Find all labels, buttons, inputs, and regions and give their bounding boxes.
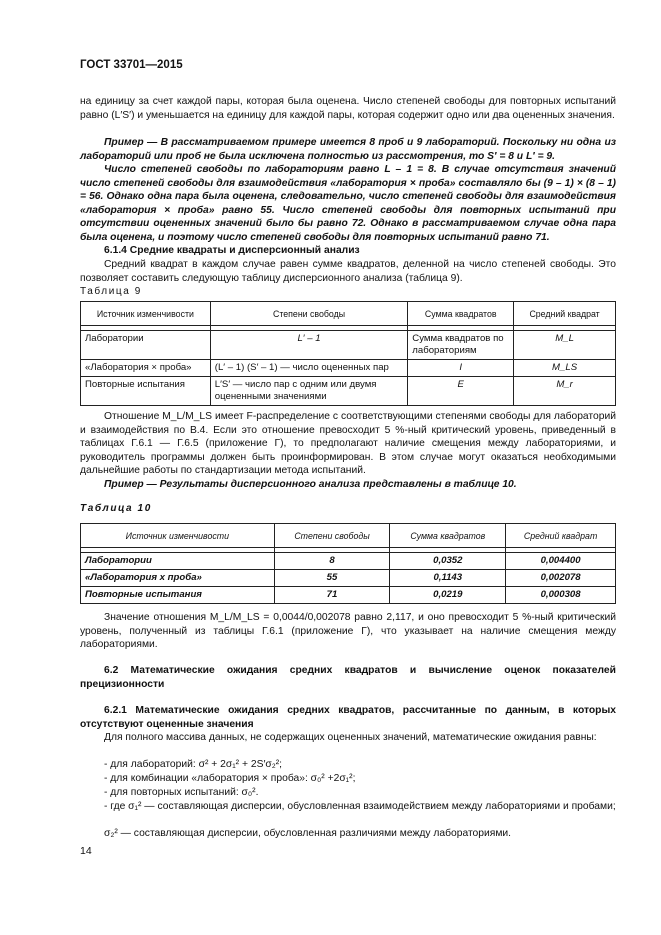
table-10-cell: «Лаборатория х проба»	[81, 570, 275, 587]
table-10-cell: 55	[274, 570, 390, 587]
section-6-2-heading: 6.2 Математические ожидания средних квадратов и вычисление оценок показателей прецизионности	[80, 665, 616, 690]
table-9-cell: Сумма квадратов по лабораториям	[408, 331, 514, 360]
section-6-2-1-heading: 6.2.1 Математические ожидания средних квадратов, рассчитанные по данным, в которых отсутствуют оцененные значения	[80, 705, 616, 730]
table-row	[81, 360, 616, 377]
table-10-cell: 71	[274, 587, 390, 604]
table-10-cell: 0,1143	[390, 570, 506, 587]
example-paragraph-2: Число степеней свободы по лабораториям равно L – 1 = 8. В случае отсутствия значений число степеней свободы для взаимодействия «лаборатория × проба» составляло бы (9 – 1) × (8 – 1) = 56. Однако одна пара была оценена, следовательно, число степеней свободы для взаимодействия «лаборатория × проба» равно 55. Число степеней свободы для повторных испытаний при отсутствии оцененных значений было бы равно 72. Однако в рассматриваемом случае одна пара была оценена, и поэтому число степеней свободы для повторных испытаний равно 71.	[80, 164, 616, 243]
table-10-caption: Таблица 10	[80, 503, 152, 514]
paragraph-continuation: на единицу за счет каждой пары, которая была оценена. Число степеней свободы для повторных испытаний равно (L′S′) и уменьшается на единицу для каждой пары, которая содержит одно или два оцененных значения.	[80, 96, 616, 121]
table-9-header: Средний квадрат	[514, 302, 616, 326]
table-9-cell: «Лаборатория × проба»	[81, 360, 211, 377]
table-row	[81, 587, 616, 604]
table-10-cell: 0,000308	[506, 587, 616, 604]
table-9-cell: (L′ – 1) (S′ – 1) — число оцененных пар	[210, 360, 408, 377]
table-10-header: Степени свободы	[274, 524, 390, 548]
document-header: ГОСТ 33701—2015	[80, 59, 183, 71]
table-9-header: Сумма квадратов	[408, 302, 514, 326]
table-9-cell: Повторные испытания	[81, 377, 211, 406]
paragraph-ratio-value: Значение отношения M_L/M_LS = 0,0044/0,002078 равно 2,117, и оно превосходит 5 %-ный критический уровень, полученный из таблицы Г.6.1 (приложение Г), что указывает на наличие смещения между лабораториями.	[80, 612, 616, 651]
table-10-cell: 0,002078	[506, 570, 616, 587]
table-9-cell: I	[408, 360, 514, 377]
paragraph-expectations: Для полного массива данных, не содержащих оцененных значений, математические ожидания равны:	[104, 732, 597, 743]
page-number: 14	[80, 845, 92, 857]
list-item: σ₂² — составляющая дисперсии, обусловленная различиями между лабораториями.	[104, 828, 512, 839]
table-10	[80, 523, 616, 604]
example-paragraph-3: Пример — Результаты дисперсионного анализа представлены в таблице 10.	[104, 479, 517, 490]
table-row	[81, 553, 616, 570]
table-9-cell: L′S′ — число пар с одним или двумя оцененными значениями	[210, 377, 408, 406]
table-9-cell: M_L	[514, 331, 616, 360]
table-9-header: Степени свободы	[210, 302, 408, 326]
table-row	[81, 570, 616, 587]
table-9-caption: Таблица 9	[80, 286, 142, 297]
table-10-cell: Лаборатории	[81, 553, 275, 570]
table-9-header: Источник изменчивости	[81, 302, 211, 326]
paragraph-ratio: Отношение M_L/M_LS имеет F-распределение с соответствующими степенями свободы для лабораторий и взаимодействия по В.4. Если это отношение превосходит 5 %-ный критический уровень, приведенный в таблицах Г.6.1 — Г.6.5 (приложение Г), то предполагают наличие смещения между лабораториями, и руководитель программы должен быть проинформирован. В этом случае могут оказаться необходимыми дальнейшие работы по стандартизации метода испытаний.	[80, 411, 616, 477]
list-item: - для комбинации «лаборатория × проба»: σ₀² +2σ₁²;	[104, 773, 356, 784]
table-10-cell: 8	[274, 553, 390, 570]
table-9	[80, 301, 616, 406]
table-9-cell: E	[408, 377, 514, 406]
example-paragraph-1: Пример — В рассматриваемом примере имеется 8 проб и 9 лабораторий. Поскольку ни одна из лабораторий или проб не была исключена полностью из рассмотрения, то S′ = 8 и L′ = 9.	[80, 137, 616, 162]
list-item: - где σ₁² — составляющая дисперсии, обусловленная взаимодействием между лабораториями и пробами;	[104, 801, 616, 812]
section-6-1-4-heading: 6.1.4 Средние квадраты и дисперсионный анализ	[104, 245, 360, 256]
list-item: - для повторных испытаний: σ₀².	[104, 787, 259, 798]
table-row	[81, 331, 616, 360]
table-9-cell: Лаборатории	[81, 331, 211, 360]
list-item: - для лабораторий: σ² + 2σ₁² + 2S′σ₂²;	[104, 759, 283, 770]
table-10-cell: 0,004400	[506, 553, 616, 570]
paragraph-mean-square: Средний квадрат в каждом случае равен сумме квадратов, деленной на число степеней свободы. Это позволяет составить следующую таблицу дисперсионного анализа (таблица 9).	[80, 259, 616, 284]
table-10-cell: 0,0352	[390, 553, 506, 570]
table-9-cell: M_LS	[514, 360, 616, 377]
table-10-header: Источник изменчивости	[81, 524, 275, 548]
table-10-header: Средний квадрат	[506, 524, 616, 548]
table-10-cell: 0,0219	[390, 587, 506, 604]
table-row	[81, 377, 616, 406]
table-10-header: Сумма квадратов	[390, 524, 506, 548]
table-9-cell: L′ – 1	[210, 331, 408, 360]
table-10-cell: Повторные испытания	[81, 587, 275, 604]
table-9-cell: M_r	[514, 377, 616, 406]
